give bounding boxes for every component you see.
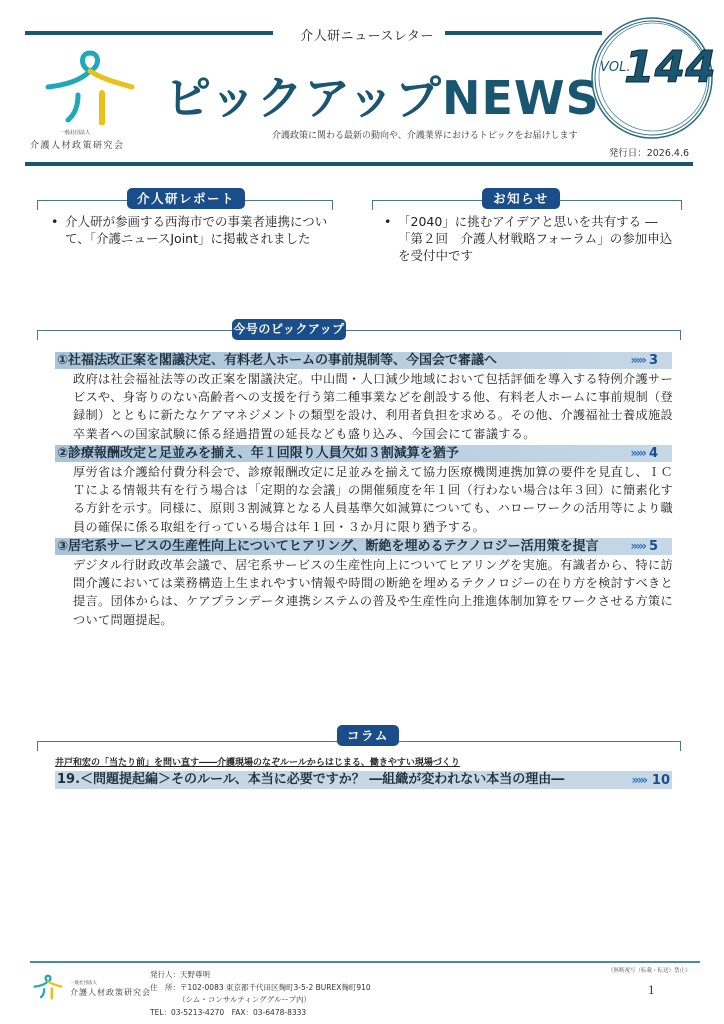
pickup-item-title-text: ①社福法改正案を閣議決定、有料老人ホームの事前規制等、今国会で審議へ [57, 353, 498, 368]
notice-section-label: お知らせ [482, 188, 560, 209]
column-article-title-text: 19.＜問題提起編＞そのルール、本当に必要ですか？ ―組織が変われない本当の理由― [57, 772, 565, 787]
pickup-item-body: デジタル行財政改革会議で、居宅系サービスの生産性向上についてヒアリングを実施。有識者から、特に訪問介護においては業務構造上生まれやすい情報や時間の断絶を埋めるテクノロジーの在り方を検討すべきと提言。団体からは、ケアプランデータ連携システムの普及や生産性向上推進体制加算をワークさせる方策について問題提起。 [73, 558, 673, 627]
bullet-icon: • [51, 214, 59, 229]
footer-logo-name: 介護人材政策研究会 [70, 988, 151, 997]
pickup-item-title[interactable] [55, 445, 672, 462]
pickup-box-frame [37, 330, 681, 340]
page-link[interactable] [631, 352, 659, 369]
pickup-item-body: 厚労省は介護給付費分科会で、診療報酬改定に足並みを揃えて協力医療機関連携加算の要件を見直し、ＩＣＴによる情報共有を行う場合は「定期的な会議」の開催頻度を年１回（行わない場合は年３回）に簡素化する方針を示す。同様に、原則３割減算となる人員基準欠如減算についても、ハローワークの活用等により職員の確保に係る取組を行っている場合は年１回・３か月に限り猶予する。 [73, 465, 673, 534]
report-section-label: 介人研レポート [127, 188, 245, 209]
page-number: 5 [648, 539, 658, 554]
footer-logo-subtitle: 一般社団法人 [70, 981, 97, 986]
footer-address-note: （シム・コンサルティンググループ内） [178, 995, 311, 1004]
notice-item-line: 「2040」に挑むアイデアと思いを共有する ― [398, 214, 658, 229]
pickup-item-title[interactable] [55, 352, 672, 369]
volume-number: 144 [624, 42, 716, 93]
report-item-line: て、「介護ニュースJoint」に掲載されました [65, 231, 311, 246]
pickup-item-title[interactable] [55, 538, 672, 555]
header-bottom-rule [25, 162, 693, 166]
logo-organization-name: 介護人材政策研究会 [30, 141, 125, 151]
notice-list-item[interactable] [384, 213, 688, 264]
pickup-item-title-text: ③居宅系サービスの生産性向上についてヒアリング、断絶を埋めるテクノロジー活用策を提言 [57, 539, 599, 554]
header-top-rule-right [445, 31, 602, 35]
page-number: 10 [651, 773, 670, 788]
arrow-right-icon: »»› [631, 773, 646, 787]
bullet-icon: • [384, 214, 392, 229]
page-link[interactable] [631, 538, 659, 555]
footer-contact: TEL：03-5213-4270 FAX：03-6478-8333 [150, 1008, 307, 1017]
footer-rule [30, 961, 700, 963]
page-number: 4 [648, 446, 658, 461]
arrow-right-icon: »»› [630, 539, 645, 553]
page-title: ピックアップNEWS [165, 71, 600, 125]
arrow-right-icon: »»› [630, 446, 645, 460]
footer-logo-icon [32, 972, 64, 1000]
notice-item-line: 「第２回 介護人材戦略フォーラム」の参加申込 [398, 231, 673, 246]
header-top-rule-left [25, 31, 273, 35]
report-list-item[interactable] [51, 213, 340, 247]
footer-publisher: 発行人：天野尊明 [150, 970, 210, 979]
volume-label: VOL. [600, 60, 631, 75]
page-number-footer: 1 [648, 982, 655, 997]
page-link[interactable] [631, 771, 670, 790]
footer-address: 住 所：〒102-0083 東京都千代田区麹町3-5-2 BUREX麹町910 [150, 983, 371, 992]
pickup-item-title-text: ②診療報酬改定と足並みを揃え、年１回限り人員欠如３割減算を猶予 [57, 446, 459, 461]
notice-item-line: を受付中です [398, 248, 474, 263]
logo-subtitle: 一般社団法人 [60, 130, 91, 136]
tagline: 介護政策に関わる最新の動向や、介護業界におけるトピックをお届けします [272, 131, 578, 141]
column-section-label: コラム [337, 725, 399, 746]
pickup-section-label: 今号のピックアップ [232, 319, 346, 340]
column-article-title[interactable] [55, 771, 672, 789]
arrow-right-icon: »»› [630, 353, 645, 367]
page-link[interactable] [631, 445, 659, 462]
pickup-item-body: 政府は社会福祉法等の改正案を閣議決定。中山間・人口減少地域において包括評価を導入する特例介護サービスや、身寄りのない高齢者への支援を行う第二種事業などを創設する他、有料老人ホームに事前規制（登録制）とともに新たなケアマネジメントの類型を設け、利用者負担を求める。その他、介護福祉士養成施設卒業者への国家試験に係る経過措置の延長なども盛り込み、今国会にて審議する。 [73, 372, 673, 441]
newsletter-label: 介人研ニュースレター [300, 29, 434, 44]
organization-logo-icon [40, 45, 140, 125]
page-number: 3 [648, 353, 658, 368]
report-item-line: 介人研が参画する西海市での事業者連携につい [65, 214, 328, 229]
copyright-notice: 《無断複写（転載・転送）禁止》 [608, 968, 691, 974]
column-series-title: 井戸和宏の「当たり前」を問い直す――介護現場のなぞルールからはじまる、働きやすい現場づくり [55, 758, 460, 768]
issue-date: 発行日：2026.4.6 [608, 148, 689, 159]
